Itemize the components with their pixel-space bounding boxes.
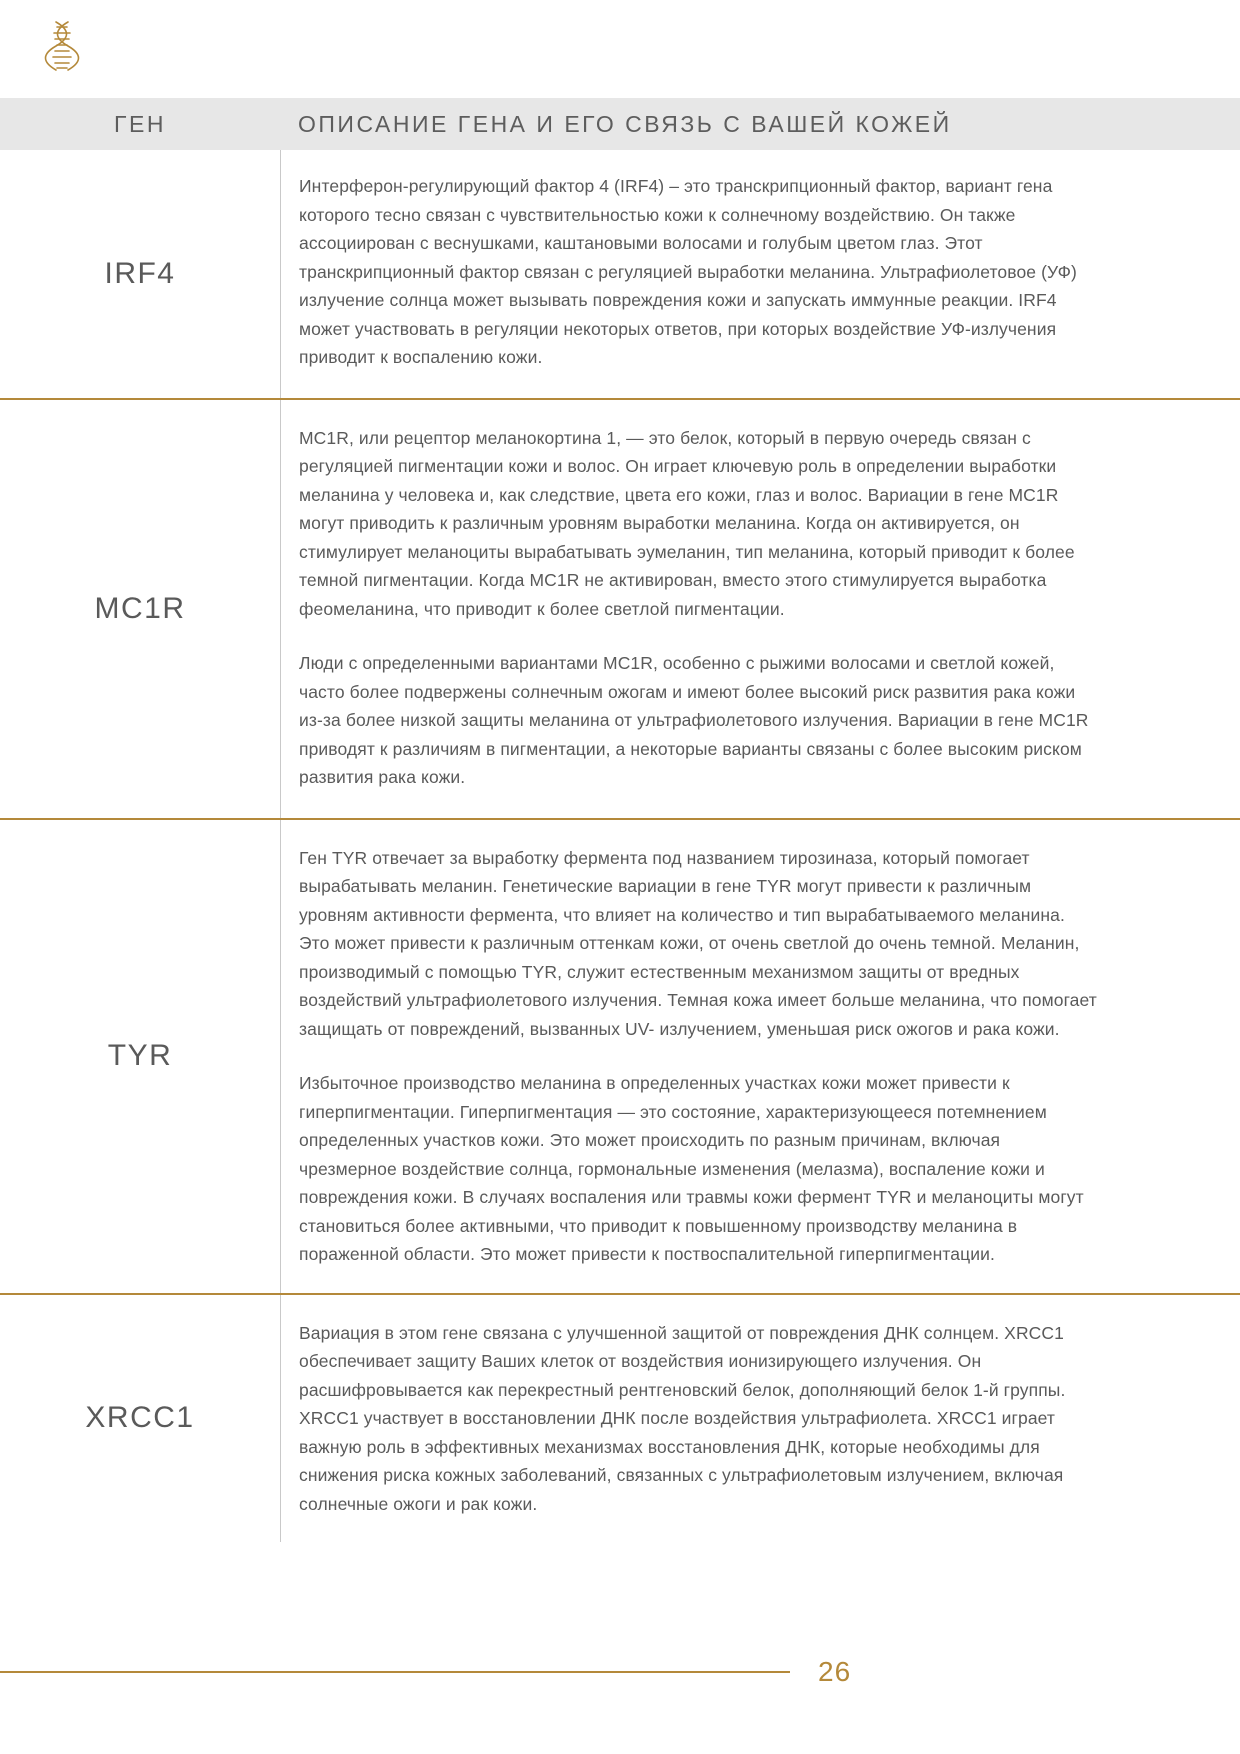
- table-row: [0, 150, 1240, 400]
- paragraph: MC1R, или рецептор меланокортина 1, — это белок, который в первую очередь связан с регуляцией пигментации кожи и волос. Он играет ключевую роль в определении выработки меланина у человека и, как следствие, цвета его кожи, глаз и волос. Вариации в гене MC1R могут приводить к различным уровням выработки меланина. Когда он активируется, он стимулирует меланоциты вырабатывать эумеланин, тип меланина, который приводит к более темной пигментации. Когда MC1R не активирован, вместо этого стимулируется выработка феомеланина, что приводит к более светлой пигментации.: [299, 427, 1075, 619]
- gene-description: [281, 150, 1240, 398]
- paragraph: Избыточное производство меланина в определенных участках кожи может привести к гиперпигментации. Гиперпигментация — это состояние, характеризующееся потемнением определенных участков кожи. Это может происходить по разным причинам, включая чрезмерное воздействие солнца, гормональные изменения (мелазма), воспаление кожи и повреждения кожи. В случаях воспаления или травмы кожи фермент TYR и меланоциты могут становиться более активными, что приводит к повышенному производству меланина в пораженной области. Это может привести к поствоспалительной гиперпигментации.: [299, 1073, 1084, 1264]
- logo: [36, 18, 116, 90]
- page-number: 26: [818, 1656, 852, 1687]
- page-footer: [0, 1652, 1240, 1692]
- column-header-description: ОПИСАНИЕ ГЕНА И ЕГО СВЯЗЬ С ВАШЕЙ КОЖЕЙ: [298, 110, 952, 137]
- gene-name: TYR: [0, 820, 281, 1293]
- gene-name: MC1R: [0, 400, 281, 818]
- paragraph: Ген TYR отвечает за выработку фермента под названием тирозиназа, который помогает вырабатывать меланин. Генетические вариации в гене TYR могут привести к различным уровням активности фермента, что влияет на количество и тип вырабатываемого меланина. Это может привести к различным оттенкам кожи, от очень светлой до очень темной. Меланин, производимый с помощью TYR, служит естественным механизмом защиты от вредных воздействий ультрафиолетового излучения. Темная кожа имеет больше меланина, что помогает защищать от повреждений, вызванных UV- излучением, уменьшая риск ожогов и рака кожи.: [299, 847, 1097, 1039]
- table-row: [0, 820, 1240, 1295]
- table-header-row: [0, 98, 1240, 150]
- gene-description: [281, 400, 1240, 818]
- gene-description: [281, 1295, 1240, 1543]
- paragraph: Люди с определенными вариантами MC1R, особенно с рыжими волосами и светлой кожей, часто более подвержены солнечным ожогам и имеют более высокий риск развития рака кожи из-за более низкой защиты меланина от ультрафиолетового излучения. Вариации в гене MC1R приводят к различиям в пигментации, а некоторые варианты связаны с более высоким риском развития рака кожи.: [299, 653, 1089, 787]
- table-row: [0, 1295, 1240, 1543]
- dna-helix-icon: [36, 18, 88, 78]
- footer-divider: [0, 1671, 790, 1673]
- paragraph: Вариация в этом гене связана с улучшенной защитой от повреждения ДНК солнцем. XRCC1 обеспечивает защиту Ваших клеток от воздействия ионизирующего излучения. Он расшифровывается как перекрестный рентгеновский белок, дополняющий белок 1-й группы. XRCC1 участвует в восстановлении ДНК после воздействия ультрафиолета. XRCC1 играет важную роль в эффективных механизмах восстановления ДНК, которые необходимы для снижения риска кожных заболеваний, связанных с ультрафиолетовым излучением, включая солнечные ожоги и рак кожи.: [299, 1322, 1066, 1514]
- gene-name: IRF4: [0, 150, 281, 398]
- table-row: [0, 400, 1240, 820]
- gene-name: XRCC1: [0, 1295, 281, 1543]
- column-header-gene: ГЕН: [114, 110, 166, 137]
- gene-table: [0, 150, 1240, 1542]
- gene-description: [281, 820, 1240, 1293]
- paragraph: Интерферон-регулирующий фактор 4 (IRF4) – это транскрипционный фактор, вариант гена которого тесно связан с чувствительностью кожи к солнечному воздействию. Он также ассоциирован с веснушками, каштановыми волосами и голубым цветом глаз. Этот транскрипционный фактор связан с регуляцией выработки меланина. Ультрафиолетовое (УФ) излучение солнца может вызывать повреждения кожи и запускать иммунные реакции. IRF4 может участвовать в регуляции некоторых ответов, при которых воздействие УФ-излучения приводит к воспалению кожи.: [299, 176, 1077, 367]
